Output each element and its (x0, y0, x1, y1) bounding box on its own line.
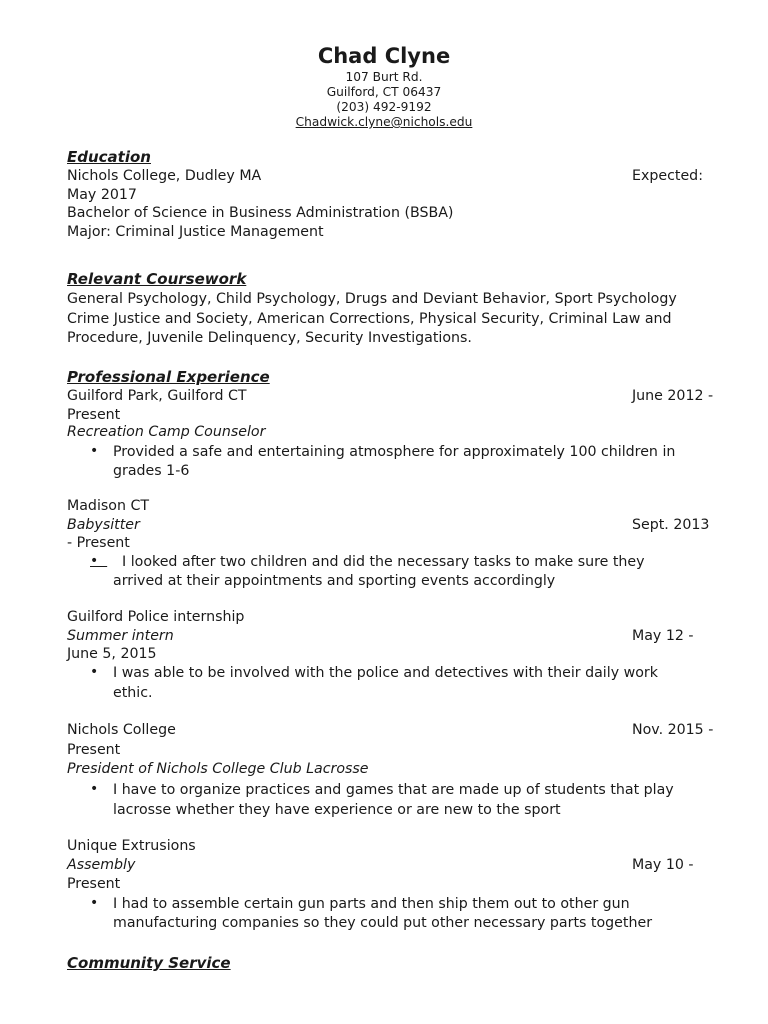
job-bullet-line: I had to assemble certain gun parts and then ship them out to other gun (113, 896, 630, 912)
bullet-icon: • (90, 664, 99, 680)
section-community-heading: Community Service (67, 954, 231, 972)
job-date-b: Present (67, 742, 121, 758)
job-date-b: June 5, 2015 (67, 646, 157, 662)
job-org: Guilford Park, Guilford CT (67, 388, 247, 404)
job-title: President of Nichols College Club Lacrosse (67, 761, 369, 777)
resume-name: Chad Clyne (317, 44, 451, 68)
job-date-b: Present (67, 407, 121, 423)
education-degree: Bachelor of Science in Business Administration (BSBA) (67, 205, 454, 221)
job-bullet-line: manufacturing companies so they could put other necessary parts together (113, 915, 653, 931)
job-org: Nichols College (67, 722, 176, 738)
bullet-icon: • (90, 781, 99, 797)
job-date-b: Present (67, 876, 121, 892)
section-experience-heading: Professional Experience (67, 368, 270, 386)
phone: (203) 492-9192 (336, 100, 432, 114)
job-title: Assembly (67, 857, 136, 873)
address-line-1: 107 Burt Rd. (345, 70, 423, 84)
job-title: Babysitter (67, 517, 140, 533)
job-date-b: - Present (67, 535, 130, 551)
job-bullet-line: Provided a safe and entertaining atmosphere for approximately 100 children in (113, 444, 676, 460)
coursework-line: General Psychology, Child Psychology, Drugs and Deviant Behavior, Sport Psychology (67, 291, 677, 307)
job-date-a: Sept. 2013 (632, 517, 710, 533)
job-bullet-line: ethic. (113, 685, 153, 701)
job-date-a: May 12 - (632, 628, 694, 644)
job-org: Guilford Police internship (67, 609, 245, 625)
coursework-line: Crime Justice and Society, American Corrections, Physical Security, Criminal Law and (67, 311, 672, 327)
job-org: Unique Extrusions (67, 838, 196, 854)
job-bullet-line: I was able to be involved with the police and detectives with their daily work (113, 665, 658, 681)
education-date-a: Expected: (632, 168, 703, 184)
job-date-a: May 10 - (632, 857, 694, 873)
job-date-a: Nov. 2015 - (632, 722, 714, 738)
bullet-icon: • (90, 553, 108, 569)
education-date-b: May 2017 (67, 187, 137, 203)
email-link[interactable]: Chadwick.clyne@nichols.edu (295, 115, 473, 129)
address-line-2: Guilford, CT 06437 (326, 85, 442, 99)
job-org: Madison CT (67, 498, 150, 514)
job-bullet-line: I have to organize practices and games that are made up of students that play (113, 782, 674, 798)
job-bullet-line: I looked after two children and did the necessary tasks to make sure they (122, 554, 645, 570)
job-title: Summer intern (67, 628, 174, 644)
section-education-heading: Education (67, 148, 151, 166)
job-title: Recreation Camp Counselor (67, 424, 266, 440)
job-date-a: June 2012 - (632, 388, 714, 404)
education-school: Nichols College, Dudley MA (67, 168, 262, 184)
coursework-line: Procedure, Juvenile Delinquency, Security Investigations. (67, 330, 472, 346)
job-bullet-line: grades 1-6 (113, 463, 190, 479)
education-major: Major: Criminal Justice Management (67, 224, 324, 240)
bullet-icon: • (90, 443, 99, 459)
bullet-icon: • (90, 895, 99, 911)
section-coursework-heading: Relevant Coursework (67, 270, 247, 288)
job-bullet-line: lacrosse whether they have experience or are new to the sport (113, 802, 561, 818)
job-bullet-line: arrived at their appointments and sporting events accordingly (113, 573, 556, 589)
